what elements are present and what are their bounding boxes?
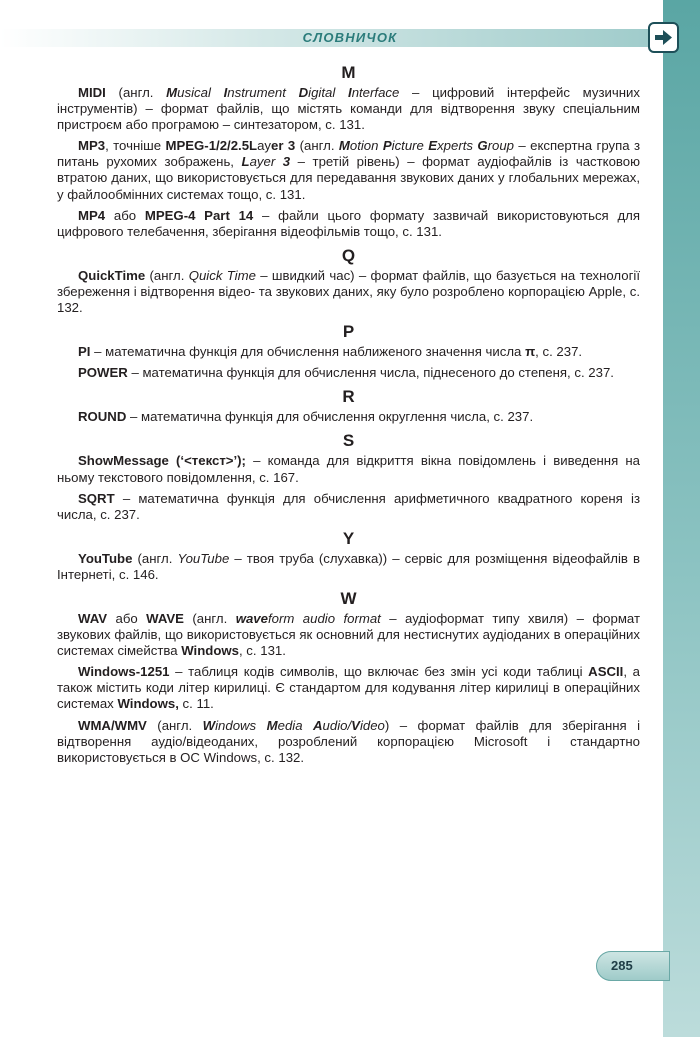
section-letter: S xyxy=(342,431,355,451)
section-letter: Q xyxy=(341,245,356,265)
side-decoration-stripe xyxy=(663,0,700,1037)
glossary-entry: WAV або WAVE (англ. waveform audio format – аудіоформат типу хвиля) – формат звукових файлів, що використовується як основний для нестиснутих аудіоданих в операційних системах сімейства Windows, с. 131. xyxy=(57,610,640,659)
glossary-entry: QuickTime (англ. Quick Time – швидкий час) – формат файлів, що базується на технології збереження і відтворення відео- та звукових даних, яку було розроблено корпорацією Apple, с. 132. xyxy=(57,267,641,316)
glossary-entry: WMA/WMV (англ. Windows Media Audio/Video) – формат файлів для зберігання і відтворення аудіо/відеоданих, розроблений корпорацією Microsoft і стандартно використовується в ОС Windows, с. 132. xyxy=(57,717,641,765)
section-letter: M xyxy=(341,63,356,82)
glossary-entry: PI – математична функція для обчислення наближеного значення числа π, с. 237. xyxy=(78,344,583,360)
section-letter: P xyxy=(342,322,355,342)
glossary-entry: ROUND – математична функція для обчислення округлення числа, с. 237. xyxy=(78,409,534,425)
section-letter: R xyxy=(342,387,355,407)
next-page-button[interactable] xyxy=(648,22,679,53)
glossary-entry: YouTube (англ. YouTube – твоя труба (слухавка)) – сервіс для розміщення відеофайлів в Інтернеті, с. 146. xyxy=(57,550,641,582)
section-letter: Y xyxy=(342,528,355,548)
page-number-badge xyxy=(596,951,670,981)
glossary-content xyxy=(57,61,640,771)
arrow-right-icon xyxy=(654,29,673,46)
page-number: 285 xyxy=(611,958,633,973)
glossary-entry: MIDI (англ. Musical Instrument Digital Interface – цифровий інтерфейс музичних інструментів) – формат файлів, що містять команди для відтворення звуку спеціальним пристроєм або програмою – синтезатором, с. 131. xyxy=(57,85,640,133)
glossary-entry: POWER – математична функція для обчислення числа, піднесеного до степеня, с. 237. xyxy=(78,365,614,381)
glossary-entry: MP3, точніше MPEG-1/2/2.5Layer 3 (англ. Motion Picture Experts Group – експертна група з питань рухомих зображень, Layer 3 – третій рівень) – формат аудіофайлів із частковою втратою даних, що використовується для передавання звукових даних у глобальних мережах, у файлообмінних системах тощо, с. 131. xyxy=(57,138,640,202)
section-title: СЛОВНИЧОК xyxy=(302,30,398,45)
glossary-entry: SQRT – математична функція для обчислення арифметичного квадратного кореня із числа, с. 237. xyxy=(57,490,640,522)
section-letter: W xyxy=(340,588,357,608)
glossary-entry: Windows-1251 – таблиця кодів символів, що включає без змін усі коди таблиці ASCII, а також містить коди літер кирилиці. Є стандартом для кодування літер кирилиці в операційних системах Windows, с. 11. xyxy=(57,664,640,712)
glossary-entry: MP4 або MPEG-4 Part 14 – файли цього формату зазвичай використовуються для цифрового телебачення, зберігання відеофільмів тощо, с. 131. xyxy=(57,207,640,239)
glossary-entry: ShowMessage (‘<текст>’); – команда для відкриття вікна повідомлень і виведення на ньому текстового повідомлення, с. 167. xyxy=(57,453,640,485)
